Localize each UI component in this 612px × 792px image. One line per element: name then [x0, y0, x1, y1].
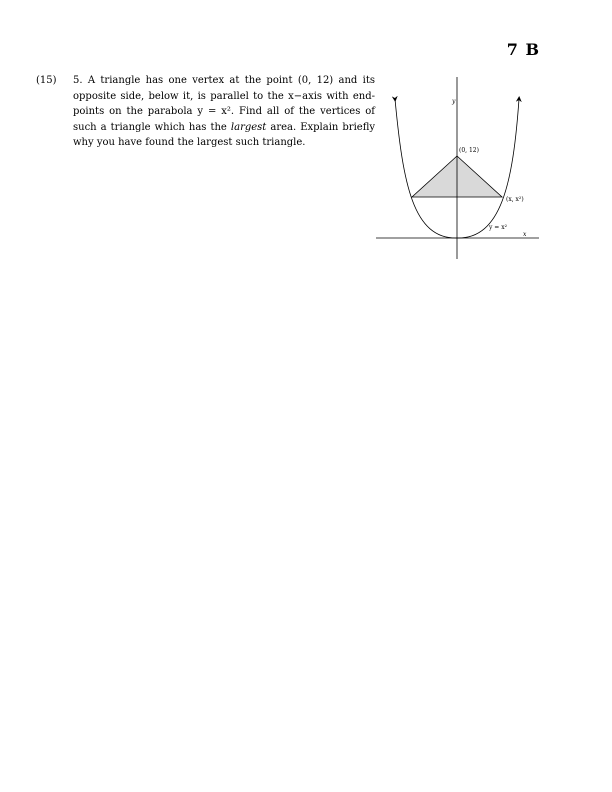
problem-number: 5. [73, 75, 83, 86]
curve-label: y = x² [489, 224, 508, 231]
parabola-figure-svg [373, 72, 541, 262]
page-label: 7 B [506, 40, 540, 59]
problem-text-emphasis: largest [230, 121, 267, 133]
problem-text-part2: area. Explain briefly why you have found the largest such triangle. [73, 121, 376, 148]
parabola-figure [373, 72, 541, 262]
problem-statement [73, 73, 375, 151]
endpoint-label: (x, x²) [506, 196, 524, 203]
problem-points: (15) [36, 75, 57, 86]
apex-label: (0, 12) [459, 147, 479, 154]
y-axis-label: y [452, 98, 456, 105]
problem-text-part1: A triangle has one vertex at the point (0, 12) and its opposite side, below it, is parallel to the x−axis with end-points on the parabola y = x². Find all of the vertices of such a triangle which has the [73, 75, 375, 133]
x-axis-label: x [523, 231, 527, 238]
